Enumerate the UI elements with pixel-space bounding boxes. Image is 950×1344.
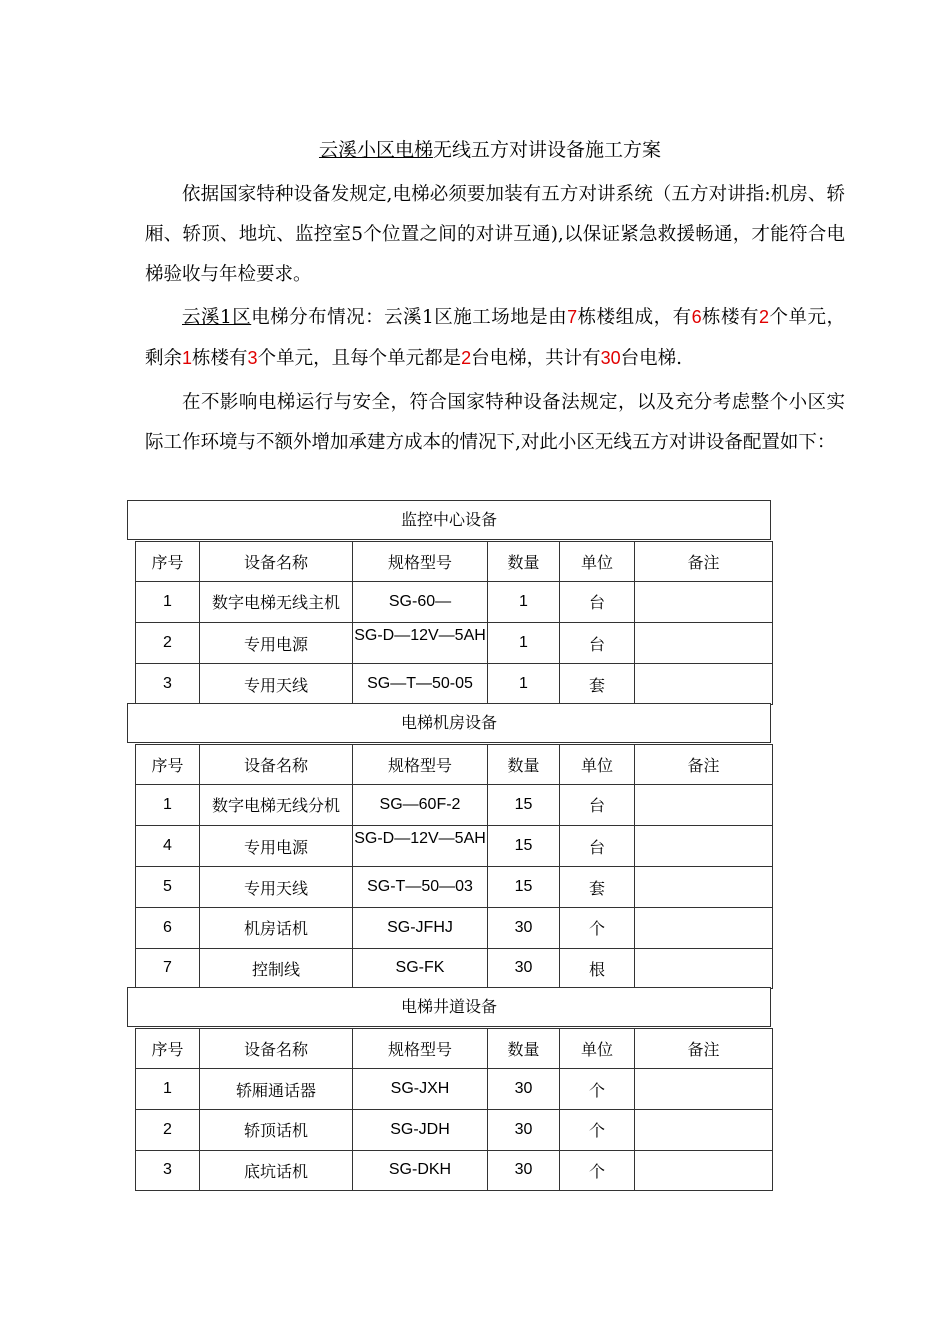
total-elevators: 30 (600, 348, 621, 368)
unit-cell: 台 (560, 825, 635, 867)
device-name-cell: 数字电梯无线主机 (200, 582, 353, 623)
row-index-cell: 1 (136, 785, 200, 826)
unit-cell: 套 (560, 867, 635, 908)
quantity-cell: 15 (488, 867, 560, 908)
unit-cell: 个 (560, 1069, 635, 1110)
column-header: 设备名称 (200, 1028, 353, 1069)
model-spec-cell: SG-JFHJ (353, 907, 488, 948)
remaining-units: 3 (247, 348, 258, 368)
device-name-cell: 专用电源 (200, 825, 353, 867)
para2-text: 栋楼组成，有 (577, 307, 692, 328)
model-spec-cell: SG-JDH (353, 1109, 488, 1150)
device-name-cell: 轿厢通话器 (200, 1069, 353, 1110)
para2-text: 台电梯. (620, 348, 683, 369)
device-name-cell: 专用天线 (200, 664, 353, 705)
elevators-per-unit: 2 (461, 348, 472, 368)
column-header: 规格型号 (353, 1028, 488, 1069)
para2-text: 台电梯，共计有 (471, 348, 601, 369)
area-name: 云溪1区 (182, 307, 252, 328)
device-name-cell: 轿顶话机 (200, 1109, 353, 1150)
title-rest: 无线五方对讲设备施工方案 (433, 139, 662, 161)
para2-text: 个单元，剩余 (145, 307, 845, 369)
row-index-cell: 2 (136, 1109, 200, 1150)
row-index-cell: 5 (136, 867, 200, 908)
model-spec-cell: SG-FK (353, 948, 488, 989)
remaining-building-count: 1 (182, 348, 193, 368)
table-row (136, 582, 773, 623)
model-spec-cell: SG-D—12V—5AH (353, 622, 488, 664)
column-header: 单位 (560, 744, 635, 785)
row-index-cell: 7 (136, 948, 200, 989)
column-header: 备注 (635, 1028, 773, 1069)
device-name-cell: 机房话机 (200, 907, 353, 948)
units-per-building: 2 (759, 307, 770, 327)
unit-cell: 根 (560, 948, 635, 989)
remark-cell (635, 948, 773, 989)
remark-cell (635, 1150, 773, 1191)
table-row (136, 1150, 773, 1191)
model-spec-cell: SG-60— (353, 582, 488, 623)
column-header: 设备名称 (200, 541, 353, 582)
section-header: 电梯井道设备 (127, 987, 771, 1027)
table-row (136, 907, 773, 948)
column-header: 单位 (560, 541, 635, 582)
device-name-cell: 专用电源 (200, 622, 353, 664)
remark-cell (635, 867, 773, 908)
unit-cell: 套 (560, 664, 635, 705)
quantity-cell: 15 (488, 785, 560, 826)
column-header: 设备名称 (200, 744, 353, 785)
device-name-cell: 专用天线 (200, 867, 353, 908)
model-spec-cell: SG-JXH (353, 1069, 488, 1110)
config-paragraph: 在不影响电梯运行与安全，符合国家特种设备法规定，以及充分考虑整个小区实际工作环境与不额外增加承建方成本的情况下,对此小区无线五方对讲设备配置如下： (145, 392, 845, 453)
section-header: 监控中心设备 (127, 500, 771, 540)
two-unit-building-count: 6 (691, 307, 702, 327)
column-header: 单位 (560, 1028, 635, 1069)
model-spec-cell: SG-T—50—03 (353, 867, 488, 908)
section-header: 电梯机房设备 (127, 703, 771, 743)
column-header: 规格型号 (353, 541, 488, 582)
remark-cell (635, 785, 773, 826)
equipment-table (135, 541, 773, 705)
unit-cell: 台 (560, 582, 635, 623)
table-row (136, 825, 773, 867)
model-spec-cell: SG-D—12V—5AH (353, 825, 488, 867)
table-row (136, 948, 773, 989)
remark-cell (635, 907, 773, 948)
quantity-cell: 1 (488, 582, 560, 623)
row-index-cell: 1 (136, 582, 200, 623)
column-header: 数量 (488, 744, 560, 785)
quantity-cell: 30 (488, 1069, 560, 1110)
para2-text: 个单元，且每个单元都是 (257, 348, 462, 369)
remark-cell (635, 1109, 773, 1150)
distribution-paragraph (145, 297, 845, 379)
quantity-cell: 1 (488, 622, 560, 664)
column-header: 序号 (136, 541, 200, 582)
para2-text: 栋楼有 (701, 307, 760, 328)
document-title (0, 137, 950, 163)
column-header: 序号 (136, 1028, 200, 1069)
column-header: 数量 (488, 1028, 560, 1069)
unit-cell: 个 (560, 1109, 635, 1150)
row-index-cell: 2 (136, 622, 200, 664)
table-header-row (136, 541, 773, 582)
equipment-table (135, 1028, 773, 1191)
intro-paragraph: 依据国家特种设备发规定,电梯必须要加装有五方对讲系统（五方对讲指:机房、轿厢、轿顶、地坑、监控室5个位置之间的对讲互通),以保证紧急救援畅通，才能符合电梯验收与年检要求。 (145, 184, 845, 285)
para2-text: 电梯分布情况：云溪1区施工场地是由 (251, 307, 568, 328)
unit-cell: 个 (560, 907, 635, 948)
model-spec-cell: SG—60F-2 (353, 785, 488, 826)
quantity-cell: 30 (488, 1150, 560, 1191)
column-header: 数量 (488, 541, 560, 582)
remark-cell (635, 1069, 773, 1110)
row-index-cell: 3 (136, 664, 200, 705)
table-row (136, 1069, 773, 1110)
table-header-row (136, 1028, 773, 1069)
quantity-cell: 30 (488, 907, 560, 948)
column-header: 序号 (136, 744, 200, 785)
device-name-cell: 底坑话机 (200, 1150, 353, 1191)
row-index-cell: 4 (136, 825, 200, 867)
row-index-cell: 6 (136, 907, 200, 948)
title-underlined: 云溪小区电梯 (318, 139, 433, 161)
model-spec-cell: SG—T—50-05 (353, 664, 488, 705)
quantity-cell: 30 (488, 948, 560, 989)
quantity-cell: 30 (488, 1109, 560, 1150)
equipment-table (135, 744, 773, 990)
device-name-cell: 控制线 (200, 948, 353, 989)
remark-cell (635, 622, 773, 664)
row-index-cell: 1 (136, 1069, 200, 1110)
unit-cell: 台 (560, 785, 635, 826)
quantity-cell: 1 (488, 664, 560, 705)
table-row (136, 622, 773, 664)
remark-cell (635, 664, 773, 705)
remark-cell (635, 582, 773, 623)
column-header: 备注 (635, 541, 773, 582)
row-index-cell: 3 (136, 1150, 200, 1191)
unit-cell: 台 (560, 622, 635, 664)
building-count: 7 (567, 307, 578, 327)
table-row (136, 867, 773, 908)
quantity-cell: 15 (488, 825, 560, 867)
table-header-row (136, 744, 773, 785)
table-row (136, 1109, 773, 1150)
model-spec-cell: SG-DKH (353, 1150, 488, 1191)
unit-cell: 个 (560, 1150, 635, 1191)
remark-cell (635, 825, 773, 867)
device-name-cell: 数字电梯无线分机 (200, 785, 353, 826)
column-header: 备注 (635, 744, 773, 785)
para2-text: 栋楼有 (192, 348, 248, 369)
table-row (136, 664, 773, 705)
column-header: 规格型号 (353, 744, 488, 785)
table-row (136, 785, 773, 826)
